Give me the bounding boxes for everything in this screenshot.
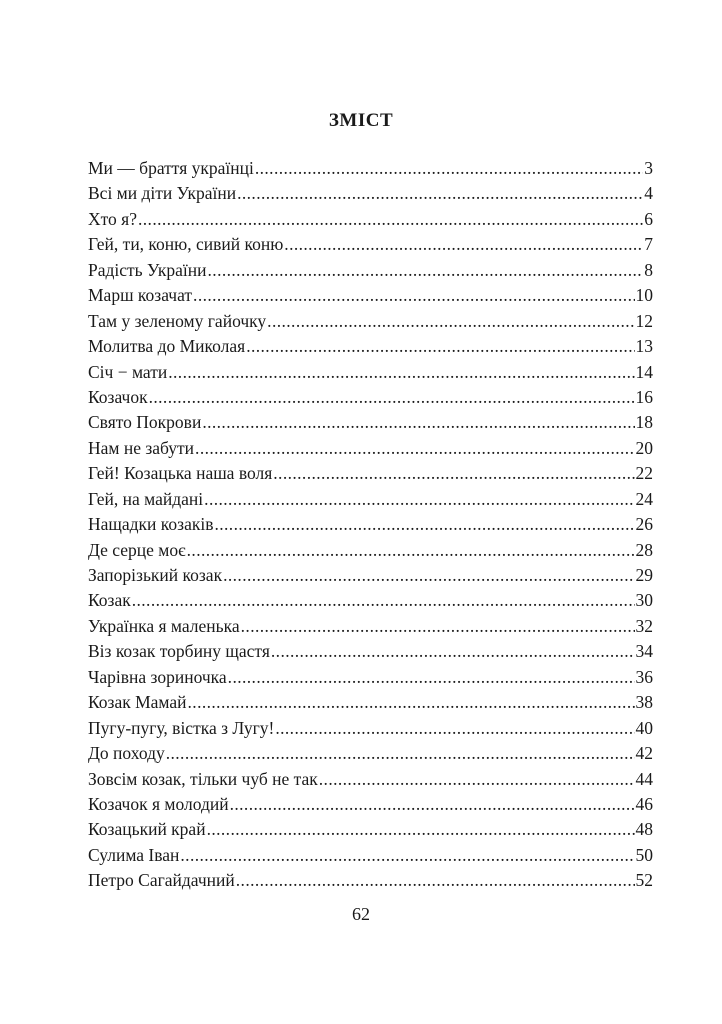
- toc-entry-title: Запорізький козак: [88, 565, 223, 585]
- toc-entry-title: Радість України: [88, 259, 207, 280]
- dot-leader: [149, 385, 635, 410]
- toc-entry-title: Гей, ти, коню, сивий коню: [88, 234, 284, 255]
- dot-leader: [214, 512, 634, 537]
- toc-entry-title: Січ − мати: [88, 361, 168, 382]
- toc-entry-page: 40: [635, 717, 653, 738]
- dot-leader: [246, 334, 634, 359]
- toc-entry-title: Нащадки козаків: [88, 514, 214, 535]
- dot-leader: [236, 868, 635, 893]
- toc-entry[interactable]: [88, 690, 653, 715]
- toc-entry-title: Молитва до Миколая: [88, 336, 246, 357]
- dot-leader: [230, 792, 635, 817]
- toc-entry-page: 4: [644, 183, 653, 204]
- toc-entry-page: 22: [635, 463, 653, 484]
- toc-entry-page: 14: [635, 361, 653, 382]
- toc-entry[interactable]: [88, 283, 653, 308]
- toc-entry-page: 38: [635, 692, 653, 713]
- toc-entry-title: Козак Мамай: [88, 692, 187, 713]
- dot-leader: [207, 817, 635, 842]
- toc-entry-page: 29: [635, 565, 653, 585]
- toc-entry-page: 8: [644, 259, 653, 280]
- toc-entry-title: Всі ми діти України: [88, 183, 237, 204]
- toc-entry[interactable]: [88, 563, 653, 588]
- toc-entry[interactable]: [88, 436, 653, 461]
- toc-entry[interactable]: [88, 181, 653, 206]
- toc-entry[interactable]: [88, 792, 653, 817]
- dot-leader: [319, 767, 635, 792]
- toc-entry-page: 28: [635, 539, 653, 560]
- toc-entry[interactable]: [88, 767, 653, 792]
- toc-entry-page: 18: [635, 412, 653, 433]
- toc-entry[interactable]: [88, 512, 653, 537]
- toc-entry-title: Гей! Козацька наша воля: [88, 463, 273, 484]
- toc-entry-title: Сулима Іван: [88, 844, 180, 865]
- toc-entry-page: 44: [635, 768, 653, 789]
- toc-entry[interactable]: [88, 360, 653, 385]
- toc-entry-page: 52: [635, 870, 653, 891]
- dot-leader: [180, 843, 634, 868]
- toc-entry-page: 48: [635, 819, 653, 840]
- toc-entry[interactable]: [88, 309, 653, 334]
- toc-entry[interactable]: [88, 334, 653, 359]
- toc-entry-title: Чарівна зориночка: [88, 666, 227, 687]
- dot-leader: [168, 360, 634, 385]
- toc-entry-title: Петро Сагайдачний: [88, 870, 235, 891]
- toc-entry-title: Віз козак торбину щастя: [88, 641, 270, 662]
- toc-entry-title: Де серце моє: [88, 539, 186, 560]
- dot-leader: [271, 639, 635, 664]
- dot-leader: [241, 614, 635, 639]
- dot-leader: [193, 283, 634, 308]
- toc-entry[interactable]: [88, 207, 653, 232]
- toc-entry-title: Козачок: [88, 386, 148, 407]
- dot-leader: [275, 716, 634, 741]
- toc-entry[interactable]: [88, 588, 653, 613]
- toc-entry-page: 24: [635, 488, 653, 509]
- dot-leader: [187, 538, 635, 563]
- toc-entry[interactable]: [88, 665, 653, 690]
- dot-leader: [204, 487, 634, 512]
- toc-entry[interactable]: [88, 232, 653, 257]
- toc-entry[interactable]: [88, 741, 653, 766]
- dot-leader: [195, 436, 634, 461]
- dot-leader: [267, 309, 634, 334]
- toc-entry-title: Пугу-пугу, вістка з Лугу!: [88, 717, 275, 738]
- dot-leader: [255, 156, 643, 181]
- toc-entry-title: Нам не забути: [88, 437, 195, 458]
- page-number: 62: [352, 904, 370, 924]
- toc-entry[interactable]: [88, 538, 653, 563]
- page-title: ЗМІСТ: [328, 110, 394, 131]
- toc-entry-title: Українка я маленька: [88, 615, 240, 636]
- toc-entry-page: 7: [644, 234, 653, 255]
- toc-entry-title: Свято Покрови: [88, 412, 202, 433]
- toc-entry-title: Гей, на майдані: [88, 488, 204, 509]
- toc-entry-title: До походу: [88, 743, 165, 764]
- toc-entry[interactable]: [88, 843, 653, 868]
- toc-entry-title: Козак: [88, 590, 131, 611]
- dot-leader: [202, 410, 634, 435]
- toc-entry-page: 42: [635, 743, 653, 764]
- table-of-contents: [88, 156, 653, 894]
- dot-leader: [237, 181, 643, 206]
- toc-entry-title: Хто я?: [88, 208, 137, 229]
- toc-entry[interactable]: [88, 487, 653, 512]
- dot-leader: [188, 690, 635, 715]
- dot-leader: [273, 461, 634, 486]
- toc-entry[interactable]: [88, 817, 653, 842]
- dot-leader: [166, 741, 635, 766]
- toc-entry-page: 10: [635, 285, 653, 306]
- toc-entry[interactable]: [88, 461, 653, 486]
- dot-leader: [223, 563, 634, 588]
- toc-entry-page: 32: [635, 615, 653, 636]
- dot-leader: [284, 232, 643, 257]
- toc-entry-title: Козацький край: [88, 819, 206, 840]
- toc-entry-page: 12: [635, 310, 653, 331]
- toc-entry[interactable]: [88, 716, 653, 741]
- toc-entry[interactable]: [88, 614, 653, 639]
- dot-leader: [138, 207, 643, 232]
- toc-entry-title: Ми — браття українці: [88, 158, 254, 178]
- dot-leader: [132, 588, 635, 613]
- toc-entry-page: 3: [644, 158, 653, 178]
- toc-entry[interactable]: [88, 258, 653, 283]
- toc-entry[interactable]: [88, 868, 653, 893]
- toc-entry-page: 34: [635, 641, 653, 662]
- toc-entry-page: 20: [635, 437, 653, 458]
- toc-entry-title: Там у зеленому гайочку: [88, 310, 267, 331]
- toc-entry[interactable]: [88, 410, 653, 435]
- dot-leader: [208, 258, 644, 283]
- toc-entry[interactable]: [88, 156, 653, 181]
- toc-entry-title: Марш козачат: [88, 285, 193, 306]
- toc-entry-page: 46: [635, 793, 653, 814]
- dot-leader: [228, 665, 635, 690]
- toc-entry-title: Зовсім козак, тільки чуб не так: [88, 768, 318, 789]
- toc-entry-page: 26: [635, 514, 653, 535]
- toc-entry-page: 30: [635, 590, 653, 611]
- toc-entry-page: 6: [644, 208, 653, 229]
- toc-entry-page: 13: [635, 336, 653, 357]
- toc-entry-page: 36: [635, 666, 653, 687]
- toc-entry[interactable]: [88, 639, 653, 664]
- toc-entry[interactable]: [88, 385, 653, 410]
- toc-entry-page: 50: [635, 844, 653, 865]
- toc-entry-title: Козачок я молодий: [88, 793, 229, 814]
- toc-entry-page: 16: [635, 386, 653, 407]
